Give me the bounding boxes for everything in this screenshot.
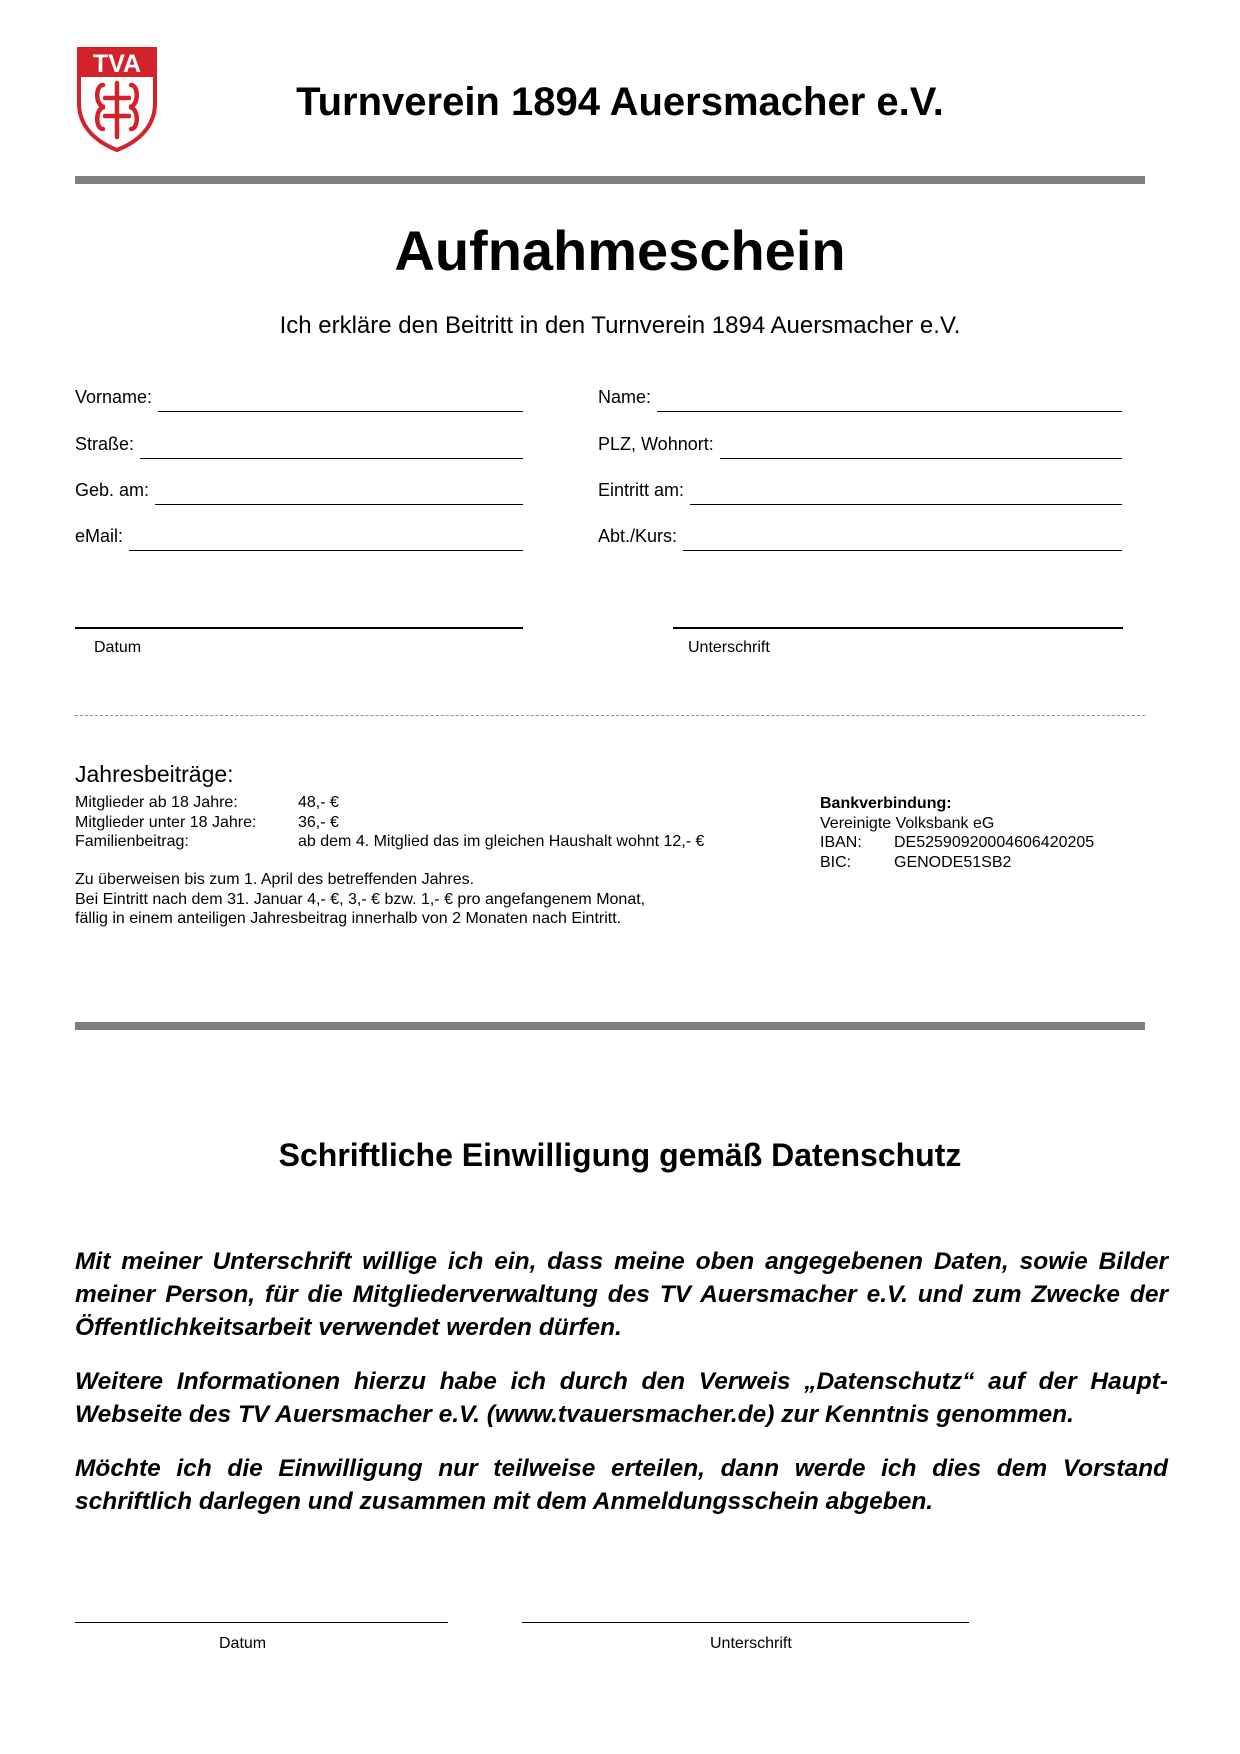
fee-value: ab dem 4. Mitglied das im gleichen Haushalt wohnt 12,- € <box>298 833 705 850</box>
plz-wohnort-field <box>598 429 1122 459</box>
privacy-unterschrift-label: Unterschrift <box>710 1635 792 1652</box>
name-field <box>598 382 1122 412</box>
fees-heading: Jahresbeiträge: <box>75 761 234 787</box>
fee-row <box>75 832 704 852</box>
dashed-separator <box>75 715 1145 716</box>
geb-am-label: Geb. am: <box>75 480 150 500</box>
geb-am-input[interactable] <box>155 474 523 505</box>
iban-label: IBAN: <box>820 834 862 851</box>
form-title: Aufnahmeschein <box>394 219 846 282</box>
datum-label: Datum <box>94 639 142 656</box>
plz-wohnort-input[interactable] <box>720 428 1122 459</box>
privacy-paragraph: Weitere Informationen hierzu habe ich durch den Verweis „Datenschutz“ auf der Haupt-Webseite des TV Auersmacher e.V. (www.tvauersmacher.de) zur Kenntnis genommen. <box>75 1368 1168 1428</box>
fee-label: Familienbeitrag: <box>75 833 189 850</box>
geb-am-field <box>75 475 523 505</box>
bank-heading: Bankverbindung: <box>820 795 952 812</box>
vorname-field <box>75 382 523 412</box>
privacy-title: Schriftliche Einwilligung gemäß Datenschutz <box>278 1137 962 1173</box>
bank-name: Vereinigte Volksbank eG <box>820 814 995 832</box>
fee-label: Mitglieder ab 18 Jahre: <box>75 794 238 811</box>
vorname-label: Vorname: <box>75 387 153 407</box>
iban-row <box>820 833 1094 853</box>
strasse-field <box>75 429 523 459</box>
intro-text: Ich erkläre den Beitritt in den Turnverein 1894 Auersmacher e.V. <box>279 312 961 339</box>
name-input[interactable] <box>657 381 1122 412</box>
plz-wohnort-label: PLZ, Wohnort: <box>598 434 714 454</box>
privacy-paragraph: Möchte ich die Einwilligung nur teilweise erteilen, dann werde ich dies dem Vorstand schriftlich darlegen und zusammen mit dem Anmeldungsschein abgeben. <box>75 1455 1168 1515</box>
logo-text: TVA <box>92 50 142 78</box>
email-field <box>75 521 523 551</box>
fee-note: Zu überweisen bis zum 1. April des betreffenden Jahres. <box>75 871 475 888</box>
abt-kurs-label: Abt./Kurs: <box>598 526 678 546</box>
bic-value: GENODE51SB2 <box>894 853 1012 871</box>
email-input[interactable] <box>129 520 523 551</box>
privacy-datum-label: Datum <box>219 1635 267 1652</box>
fee-row <box>75 793 704 813</box>
fee-value: 36,- € <box>298 813 339 831</box>
name-label: Name: <box>598 387 652 407</box>
iban-value: DE52590920004606420205 <box>894 834 1095 851</box>
fee-note: fällig in einem anteiligen Jahresbeitrag innerhalb von 2 Monaten nach Eintritt. <box>75 910 622 927</box>
email-label: eMail: <box>75 526 124 546</box>
fee-value: 48,- € <box>298 794 339 811</box>
eintritt-am-input[interactable] <box>690 474 1122 505</box>
tva-shield-icon <box>75 45 159 153</box>
strasse-label: Straße: <box>75 434 135 454</box>
fees-notes <box>75 870 645 929</box>
eintritt-am-label: Eintritt am: <box>598 480 685 500</box>
fees-table <box>75 793 704 852</box>
bic-row <box>820 853 1094 873</box>
abt-kurs-input[interactable] <box>683 520 1122 551</box>
section-divider <box>75 1022 1145 1030</box>
privacy-datum-signature-line[interactable] <box>75 1622 448 1623</box>
bic-label: BIC: <box>820 853 852 871</box>
privacy-paragraph: Mit meiner Unterschrift willige ich ein, dass meine oben angegebenen Daten, sowie Bilder meiner Person, für die Mitgliederverwaltung des TV Auersmacher e.V. und zum Zwecke der Öffentlichkeitsarbeit verwendet werden dürfen. <box>75 1248 1168 1341</box>
fee-note: Bei Eintritt nach dem 31. Januar 4,- €, 3,- € bzw. 1,- € pro angefangenem Monat, <box>75 890 646 908</box>
fee-row <box>75 813 704 833</box>
eintritt-am-field <box>598 475 1122 505</box>
datum-signature-line[interactable] <box>75 627 523 629</box>
abt-kurs-field <box>598 521 1122 551</box>
club-logo <box>75 45 159 153</box>
club-name: Turnverein 1894 Auersmacher e.V. <box>296 80 944 124</box>
privacy-unterschrift-signature-line[interactable] <box>522 1622 969 1623</box>
unterschrift-signature-line[interactable] <box>673 627 1123 629</box>
strasse-input[interactable] <box>140 428 523 459</box>
bank-details <box>820 794 1094 872</box>
vorname-input[interactable] <box>158 381 523 412</box>
unterschrift-label: Unterschrift <box>688 639 770 656</box>
fee-label: Mitglieder unter 18 Jahre: <box>75 813 257 831</box>
header-divider <box>75 176 1145 184</box>
